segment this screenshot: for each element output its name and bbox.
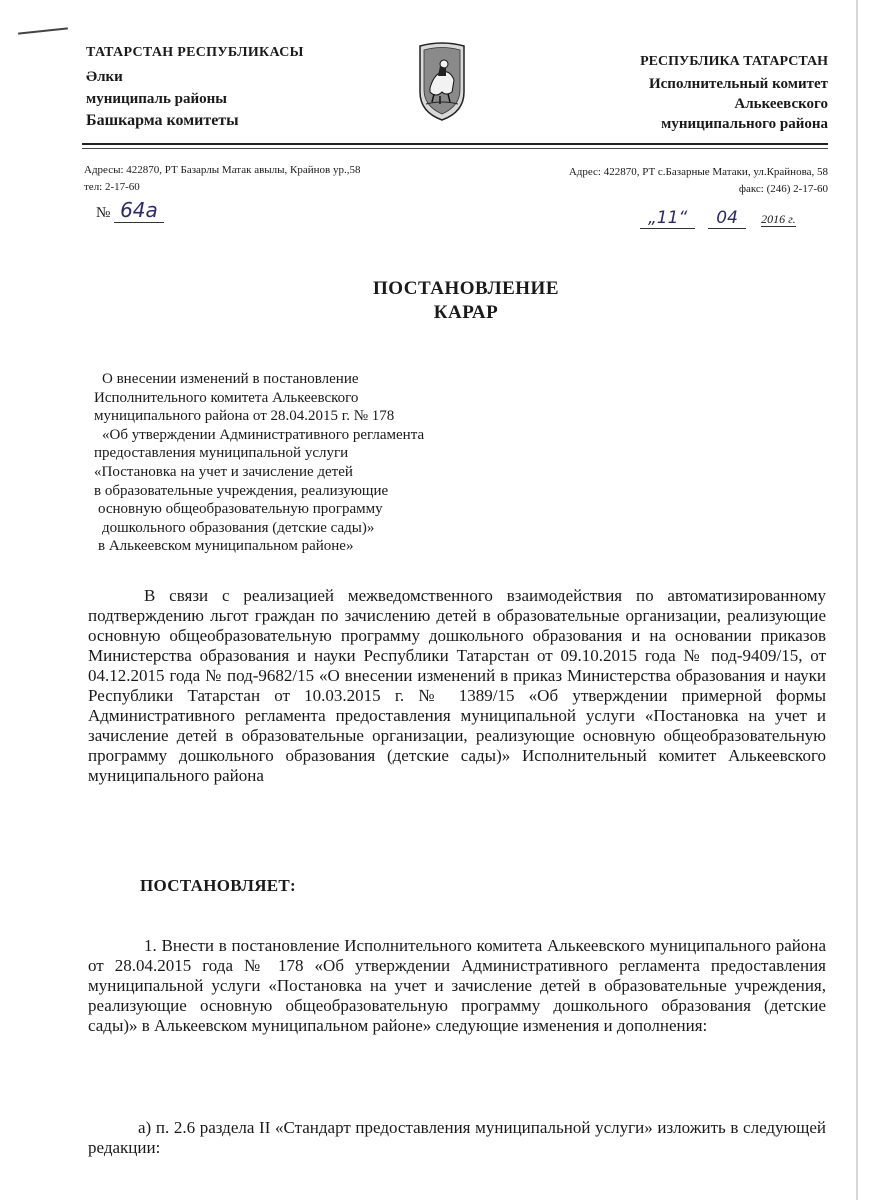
document-title: ПОСТАНОВЛЕНИЕ xyxy=(372,278,560,299)
subject-line: О внесении изменений в постановление xyxy=(102,371,359,387)
subject-line: в Алькеевском муниципальном районе» xyxy=(98,538,354,555)
header-left-municipal: муниципаль районы xyxy=(86,91,227,107)
subject-line: в образовательные учреждения, реализующие xyxy=(94,482,389,499)
scan-edge-shadow xyxy=(856,0,858,1200)
address-right-line: Адрес: 422870, РТ с.Базарные Матаки, ул.Крайнова, 58 xyxy=(568,166,828,178)
date-year: 2016 г. xyxy=(761,212,796,226)
header-divider xyxy=(82,143,828,145)
header-left-district: Әлки xyxy=(86,69,123,85)
document-title-tatar: КАРАР xyxy=(433,302,499,323)
subject-line: дошкольного образования (детские сады)» xyxy=(102,519,375,536)
subject-line: Исполнительного комитета Алькеевского xyxy=(94,389,359,406)
header-left-republic: ТАТАРСТАН РЕСПУБЛИКАСЫ xyxy=(86,45,304,60)
header-right-block xyxy=(640,52,828,134)
coat-of-arms-icon xyxy=(416,40,468,122)
document-number xyxy=(96,198,164,222)
decree-heading: ПОСТАНОВЛЯЕТ: xyxy=(140,876,297,895)
preamble-paragraph: В связи с реализацией межведомственного взаимодействия по автоматизированному подтверждению льгот граждан по зачислению детей в образовательные организации, реализующие основную общеобразовательную программу дошкольного образования и на основании приказов Министерства образования и науки Республики Татарстан от 09.10.2015 года № под-9409/15, от 04.12.2015 года № под-9682/15 «О внесении изменений в приказ Министерства образования и науки Республики Татарстан от 10.03.2015 г. № 1389/15 «Об утверждении примерной формы Административного регламента предоставления муниципальной услуги «Постановка на учет и зачисление детей в образовательные организации, реализующие основную общеобразовательную программу дошкольного образования (детские сады)» Исполнительный комитет Алькеевского муниципального района xyxy=(88,586,826,785)
header-right-district: Алькеевского xyxy=(734,96,828,112)
decree-item-a: а) п. 2.6 раздела II «Стандарт предоставления муниципальной услуги» изложить в следующей редакции: xyxy=(88,1118,826,1157)
subject-line: основную общеобразовательную программу xyxy=(98,501,383,518)
header-right-committee: Исполнительный комитет xyxy=(648,76,828,92)
subject-line: «Об утверждении Административного регламента xyxy=(102,426,425,443)
subject-line: «Постановка на учет и зачисление детей xyxy=(94,463,353,480)
address-left xyxy=(84,162,361,196)
address-left-line: Адресы: 422870, РТ Базарлы Матак авылы, Крайнов ур.,58 xyxy=(84,164,361,176)
header-right-republic: РЕСПУБЛИКА ТАТАРСТАН xyxy=(640,54,828,69)
document-subject xyxy=(94,370,424,556)
header-divider-thin xyxy=(82,148,828,149)
scan-mark xyxy=(18,27,68,34)
header-left-committee: Башкарма комитеты xyxy=(86,112,239,129)
address-right xyxy=(569,164,828,198)
date-day: „11“ xyxy=(640,208,695,229)
decree-item-1: 1. Внести в постановление Исполнительного комитета Алькеевского муниципального района от 28.04.2015 года № 178 «Об утверждении Административного регламента предоставления муниципальной услуги «Постановка на учет и зачисление детей в образовательные учреждения, реализующие основную общеобразовательную программу дошкольного образования (детские сады)» в Алькеевском муниципальном районе» следующие изменения и дополнения: xyxy=(88,936,826,1035)
header-left-block xyxy=(86,42,304,132)
subject-line: муниципального района от 28.04.2015 г. № 178 xyxy=(94,408,395,425)
phone-left: тел: 2-17-60 xyxy=(84,181,140,193)
date-month: 04 xyxy=(708,208,746,229)
header-right-municipal: муниципального района xyxy=(661,116,828,132)
subject-line: предоставления муниципальной услуги xyxy=(94,445,349,462)
fax-right: факс: (246) 2-17-60 xyxy=(738,183,828,195)
number-value: 64а xyxy=(114,198,164,223)
document-date xyxy=(640,208,796,228)
number-prefix: № xyxy=(96,205,111,221)
